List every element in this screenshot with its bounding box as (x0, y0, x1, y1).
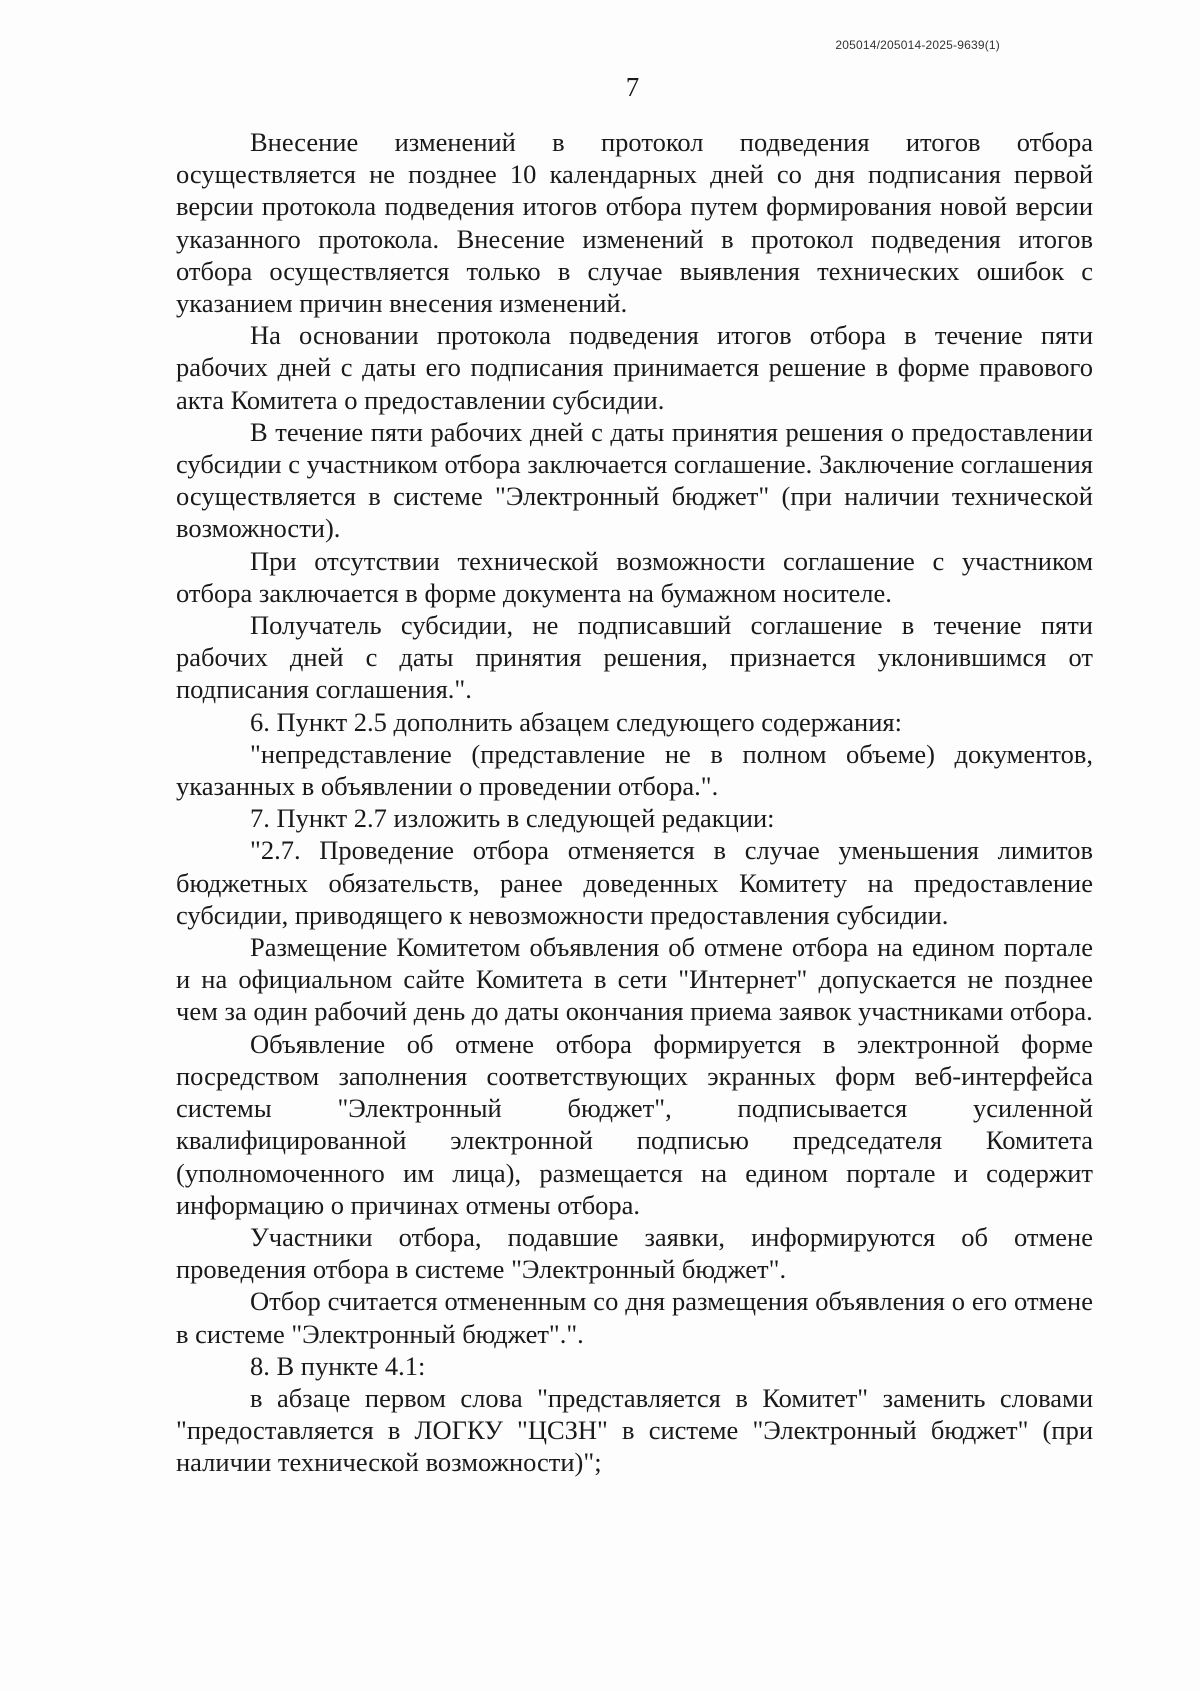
paragraph: 8. В пункте 4.1: (250, 1350, 426, 1381)
paragraph: в абзаце первом слова "представляется в Комитет" заменить словами "предоставляется в ЛОГКУ "ЦСЗН" в системе "Электронный бюджет" (при наличии технической возможности)"; (176, 1382, 1093, 1478)
paragraph: В течение пяти рабочих дней с даты принятия решения о предоставлении субсидии с участником отбора заключается соглашение. Заключение соглашения осуществляется в системе "Электронный бюджет" (при наличии технической возможности). (176, 416, 1093, 544)
paragraph: "непредставление (представление не в полном объеме) документов, указанных в объявлении о проведении отбора.". (176, 738, 1093, 802)
paragraph: Получатель субсидии, не подписавший соглашение в течение пяти рабочих дней с даты принятия решения, признается уклонившимся от подписания соглашения.". (176, 610, 1093, 705)
paragraph: На основании протокола подведения итогов отбора в течение пяти рабочих дней с даты его подписания принимается решение в форме правового акта Комитета о предоставлении субсидии. (176, 320, 1093, 415)
paragraph: Участники отбора, подавшие заявки, информируются об отмене проведения отбора в системе "Электронный бюджет". (176, 1221, 1093, 1285)
paragraph: Размещение Комитетом объявления об отмене отбора на едином портале и на официальном сайте Комитета в сети "Интернет" допускается не позднее чем за один рабочий день до даты окончания приема заявок участниками отбора. (176, 932, 1093, 1027)
paragraph: Внесение изменений в протокол подведения итогов отбора осуществляется не позднее 10 календарных дней со дня подписания первой версии протокола подведения итогов отбора путем формирования новой версии указанного протокола. Внесение изменений в протокол подведения итогов отбора осуществляется только в случае выявления технических ошибок с указанием причин внесения изменений. (176, 127, 1093, 319)
page-number: 7 (625, 72, 640, 102)
paragraph: Объявление об отмене отбора формируется в электронной форме посредством заполнения соответствующих экранных форм веб-интерфейса системы "Электронный бюджет", подписывается усиленной квалифицированной электронной подписью председателя Комитета (уполномоченного им лица), размещается на едином портале и содержит информацию о причинах отмены отбора. (176, 1028, 1093, 1220)
document-body (176, 126, 1093, 1479)
paragraph: 7. Пункт 2.7 изложить в следующей редакции: (250, 803, 775, 834)
paragraph: При отсутствии технической возможности соглашение с участником отбора заключается в форме документа на бумажном носителе. (176, 545, 1093, 608)
paragraph: "2.7. Проведение отбора отменяется в случае уменьшения лимитов бюджетных обязательств, ранее доведенных Комитету на предоставление субсидии, приводящего к невозможности предоставления субсидии. (176, 835, 1093, 930)
paragraph: Отбор считается отмененным со дня размещения объявления о его отмене в системе "Электронный бюджет".". (176, 1286, 1093, 1349)
paragraph: 6. Пункт 2.5 дополнить абзацем следующего содержания: (250, 706, 902, 737)
document-id: 205014/205014-2025-9639(1) (835, 38, 1000, 52)
